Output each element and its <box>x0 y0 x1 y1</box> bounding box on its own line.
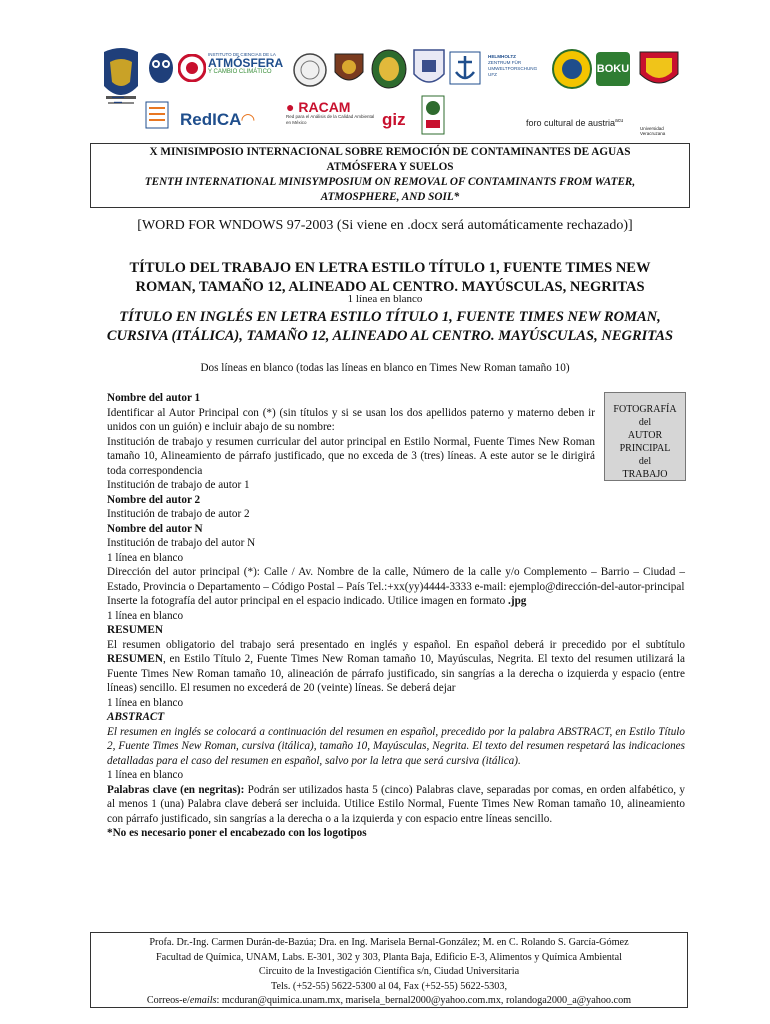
vertical-seal-icon <box>416 94 450 136</box>
seal-icon <box>292 52 328 88</box>
anchor-logo <box>448 50 482 86</box>
author-1-institution-description: Institución de trabajo y resumen curricular del autor principal en Estilo Normal, Fuente Times New Roman tamaño 10, Alineamiento de párrafo justificado, que no exceda de 3 (tres) líneas. A este autor se le dirigirá toda correspondencia <box>107 435 595 477</box>
owl-logo <box>148 50 174 84</box>
footer-line-5: Correos-e/emails: mcduran@quimica.unam.mx, marisela_bernal2000@yahoo.com.mx, rolandoga2000_a@yahoo.com <box>146 995 632 1006</box>
abstract-heading: ABSTRACT <box>107 711 165 723</box>
header-line-3: TENTH INTERNATIONAL MINISYMPOSIUM ON REMOVAL OF CONTAMINANTS FROM WATER, <box>144 176 636 188</box>
footer-line-3: Circuito de la Investigación Científica s/n, Ciudad Universitaria <box>258 966 520 977</box>
racam-logo: ● RACAM Red para el Análisis de la Calidad Ambiental en México <box>286 99 375 125</box>
blank-line: 1 línea en blanco <box>107 551 184 564</box>
blank-line: 1 línea en blanco <box>107 609 184 622</box>
header-line-4: ATMOSPHERE, AND SOIL* <box>320 191 460 203</box>
format-note: [WORD FOR WNDOWS 97-2003 (Si viene en .docx será automáticamente rechazado)] <box>137 218 633 233</box>
shield-logo <box>332 50 366 90</box>
resumen-text: El resumen obligatorio del trabajo será presentado en inglés y español. En español deberá ir precedido por el subtítulo RESUMEN, en Estilo Título 2, Fuente Times New Roman tamaño 10, Mayúsculas, Negrita. El texto del resumen utilizará la Fuente Times New Roman tamaño 10, alineación de párrafo justificado, sin sangrías a la derecha o izquierda y espacio (entre líneas) sencillo. El resumen no excederá de 20 (veinte) líneas. Se deberá dejar <box>107 638 685 694</box>
author-address: Dirección del autor principal (*): Calle / Av. Nombre de la calle, Número de la calle y/o Complemento – Barrio – Ciudad – Estado, Provincia o Departamento – Código Postal – País Tel.:+xx(yy)4444-3333 e-mail: ejemplo@dirección-del-autor-principal <box>107 566 685 593</box>
photo-label-6: TRABAJO <box>622 469 668 480</box>
footer-line-2: Facultad de Química, UNAM, Labs. E-301, 302 y 303, Planta Baja, Edificio E-3, Alimentos y Química Ambiental <box>156 951 622 963</box>
author-1-institution: Institución de trabajo de autor 1 <box>107 479 250 491</box>
photo-label-2: del <box>638 417 652 428</box>
redica-logo: RedICA◠ <box>180 110 255 129</box>
author-n-institution: Institución de trabajo del autor N <box>107 537 256 549</box>
small-emblem-icon <box>144 98 170 132</box>
keywords-paragraph: Palabras clave (en negritas): Podrán ser utilizados hasta 5 (cinco) Palabras clave, separadas por comas, en orden alfabético, y al menos 1 (una) Palabra clave deberá ser incluida. Utilice Estilo Normal, Fuente Times New Roman tamaño 10, alineamiento con párrafo justificado, sin sangrías a la derecha o a la izquierda y con espacio entre líneas sencillo. <box>107 783 685 825</box>
boku-logo: BOKU <box>596 52 630 86</box>
photo-instruction: Inserte la fotografía del autor principal en el espacio indicado. Utilice imagen en formato .jpg <box>107 595 527 607</box>
institution-seal-icon <box>178 54 206 82</box>
foro-cultural-logo: foro cultural de austria$^{acu}$ <box>526 118 624 128</box>
colorful-seal-icon <box>552 48 592 90</box>
university-shield-icon <box>412 48 446 90</box>
symposium-header <box>90 143 690 208</box>
footer-line-4: Tels. (+52-55) 5622-5300 al 04, Fax (+52-55) 5622-5303, <box>271 980 507 992</box>
blank-line-note: 1 línea en blanco <box>347 293 423 305</box>
header-line-2: ATMÓSFERA Y SUELOS <box>326 161 454 173</box>
document-body <box>107 391 685 841</box>
sponsor-logos <box>96 46 686 138</box>
photo-label-4: PRINCIPAL <box>619 443 671 454</box>
helmholtz-logo: HELMHOLTZ ZENTRUM FÜR UMWELTFORSCHUNG UFZ <box>488 54 538 77</box>
blank-line: 1 línea en blanco <box>107 696 184 709</box>
univ-veracruzana-logo: Universidad Veracruzana <box>640 126 666 136</box>
logo-note: *No es necesario poner el encabezado con los logotipos <box>107 827 367 839</box>
title-english: TÍTULO EN INGLÉS EN LETRA ESTILO TÍTULO 1, FUENTE TIMES NEW ROMAN, CURSIVA (ITÁLICA), TAMAÑO 12, ALINEADO AL CENTRO. MAYÚSCULAS, NEGRITAS <box>106 309 674 344</box>
author-1-description: Identificar al Autor Principal con (*) (sin títulos y si se usan los dos apellidos paterno y materno deben ir unidos con un guión) e incluir abajo de su nombre: <box>107 406 595 433</box>
giz-logo: giz <box>382 110 406 129</box>
coat-of-arms-logo <box>636 48 682 90</box>
blank-lines-note: Dos líneas en blanco (todas las líneas en blanco en Times New Roman tamaño 10) <box>200 362 570 374</box>
header-line-1: X MINISIMPOSIO INTERNACIONAL SOBRE REMOCIÓN DE CONTAMINANTES DE AGUAS <box>149 146 631 158</box>
photo-label-5: del <box>638 456 652 467</box>
blank-line: 1 línea en blanco <box>107 769 184 781</box>
footer-line-1: Profa. Dr.-Ing. Carmen Durán-de-Bazúa; Dra. en Ing. Marisela Bernal-González; M. en C. Rolando S. García-Gómez <box>149 937 629 948</box>
photo-label-1: FOTOGRAFÍA <box>613 404 677 415</box>
title-spanish: TÍTULO DEL TRABAJO EN LETRA ESTILO TÍTULO 1, FUENTE TIMES NEW ROMAN, TAMAÑO 12, ALINEADO AL CENTRO. MAYÚSCULAS, NEGRITAS <box>129 260 651 295</box>
author-2-name: Nombre del autor 2 <box>107 493 201 506</box>
unam-caption: ▬▬▬ ▬▬ <box>112 94 124 104</box>
abstract-text: El resumen en inglés se colocará a continuación del resumen en español, precedido por la palabra ABSTRACT, en Estilo Título 2, Fuente Times New Roman, cursiva (itálica), tamaño 10, Mayúsculas, Negrita. El texto del resumen respetará las indicaciones detalladas para el caso del resumen en español, salvo por la letra que será cursiva (itálica). <box>107 725 685 767</box>
contact-footer <box>90 932 688 1008</box>
crest-logo <box>370 48 408 90</box>
photo-label-3: AUTOR <box>627 430 663 441</box>
author-2-institution: Institución de trabajo de autor 2 <box>107 508 250 520</box>
author-1-name: Nombre del autor 1 <box>107 392 201 404</box>
atmosfera-logo: INSTITUTO DE CIENCIAS DE LA ATMÓSFERA Y CAMBIO CLIMÁTICO <box>208 52 284 75</box>
author-n-name: Nombre del autor N <box>107 522 203 535</box>
resumen-heading: RESUMEN <box>107 624 163 636</box>
